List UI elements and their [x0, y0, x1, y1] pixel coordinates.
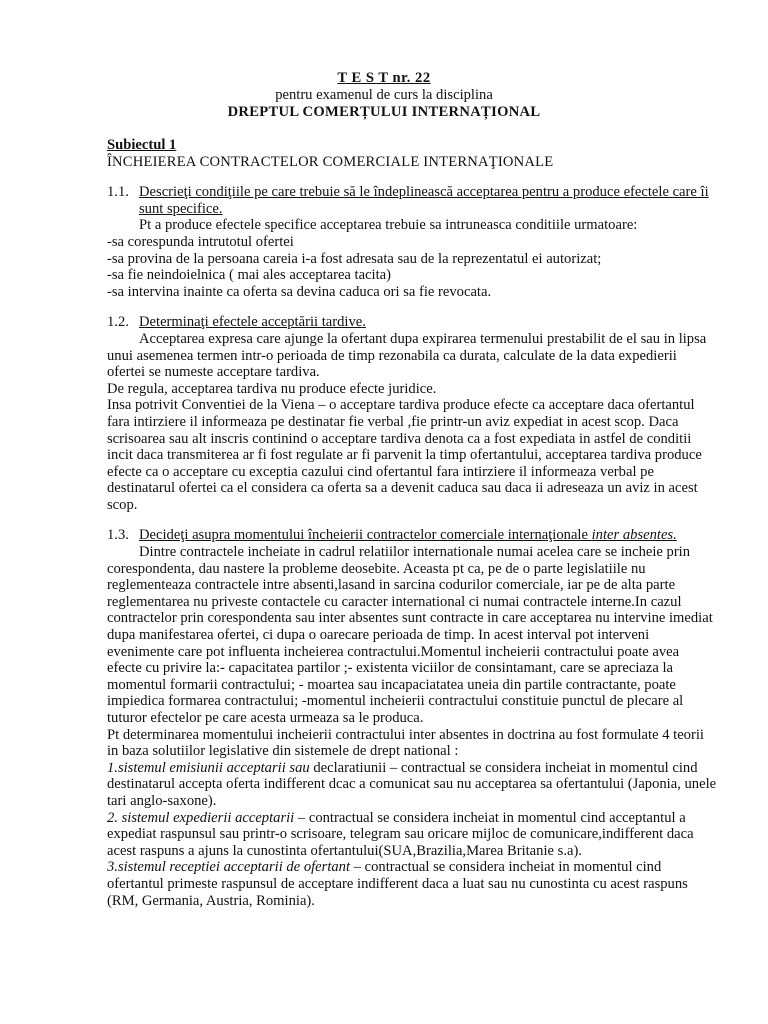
question-text-italic: inter absentes.	[591, 527, 677, 544]
answer-paragraph: De regula, acceptarea tardiva nu produce efecte juridice.	[107, 380, 437, 397]
question-1-1	[107, 184, 717, 217]
document-header	[0, 70, 768, 121]
answer-paragraph: Pt determinarea momentului incheierii contractului inter absentes in doctrina au fost formulate 4 teorii in baza solutiilor legislative din sistemele de drept national :	[107, 726, 704, 760]
answer-intro: Pt a produce efectele specifice acceptarea trebuie sa intruneasca conditiile urmatoare:	[139, 217, 638, 234]
question-text-main: Decideţi asupra momentului încheierii contractelor comerciale internaţionale	[139, 527, 592, 544]
question-text: Determinaţi efectele acceptării tardive.	[139, 314, 366, 331]
condition-item: -sa intervina inainte ca oferta sa devina caduca ori sa fie revocata.	[107, 283, 492, 300]
answer-paragraph: Dintre contractele incheiate in cadrul relatiilor internationale numai acelea care se incheie prin corespondenta, dau nastere la probleme deosebite. Aceasta pt ca, pe de o parte legislatiile nu reglementeaza contractele intre absenti,lasand in sarcina codurilor comerciale, iar pe de alta parte reglementarea nu priveste contactele cu caracter international ci numai contractele interne.In cazul contractelor prin corespondenta sau inter absentes sunt contracte in care acceptarea nu intervine imediat dupa manifestarea ofertei, ci dupa o oarecare perioada de timp. In acest interval pot interveni evenimente care pot influenta incheierea contractului.Momentul incheierii contractului poate avea efecte cu privire la:- capacitatea partilor ;- existenta viciilor de consintamant, care se apreciaza la momentul formarii contractului; - moartea sau incapaciatatea uneia din partile contractante, poate impiedica formarea contractului; -momentul incheierii contractului constituie punctul de plecare al tuturor efectelor pe care acesta urmeaza sa le produca.	[107, 544, 713, 726]
theory-item	[107, 810, 717, 860]
answer-paragraph: Insa potrivit Conventiei de la Viena – o acceptare tardiva produce efecte ca acceptare daca ofertantul fara intirziere il informeaza pe destinatar fie verbal ,fie printr-un aviz expediat in acest scop. Daca scrisoarea sau alt inscris continind o acceptare tardiva denota ca a fost expediata in astfel de conditii incit daca transmiterea ar fi fost regulate ar fi parvenit la timp ofertantului, acceptarea tardiva produce efecte ca o acceptare cu exceptia cazului cind ofertantul fara intirziere il informeaza verbal pe destinatarul ofertei ca el considera ca oferta sa a devenit caduca sau daca ii adreseaza un aviz in acest scop.	[107, 397, 702, 513]
subject-title: ÎNCHEIEREA CONTRACTELOR COMERCIALE INTERNAŢIONALE	[107, 153, 554, 170]
theory-title: 2. sistemul expedierii acceptarii	[107, 809, 295, 826]
question-number: 1.3.	[107, 527, 129, 544]
question-number: 1.2.	[107, 314, 129, 331]
theory-item	[107, 760, 717, 810]
document-body	[107, 137, 717, 909]
condition-item: -sa corespunda intrutotul ofertei	[107, 233, 294, 250]
question-text: Descrieţi condiţiile pe care trebuie să le îndeplinească acceptarea pentru a produce efectele care îi sunt specifice.	[139, 184, 709, 217]
question-1-2	[107, 314, 717, 331]
theory-text: – contractual se considera incheiat in momentul cind ofertantul primeste raspunsul de acceptare indifferent daca a luat sau nu cunostinta cu acest raspuns (RM, Germania, Austria, Rominia).	[107, 859, 688, 909]
theory-title: 3.sistemul receptiei acceptarii de ofertant	[107, 859, 351, 876]
discipline-title: DREPTUL COMERȚULUI INTERNAȚIONAL	[227, 104, 541, 120]
question-text	[139, 527, 677, 543]
test-number: T E S T nr. 22	[337, 70, 431, 86]
subject-label: Subiectul 1	[107, 137, 177, 153]
theory-text: declaratiunii – contractual se considera incheiat in momentul cind destinatarul accepta oferta indifferent dcac a comunicat sau nu acceptarea sa ofertantului (Japonia, unele tari anglo-saxone).	[107, 759, 717, 809]
question-1-3	[107, 527, 717, 544]
question-number: 1.1.	[107, 184, 129, 201]
theory-item	[107, 859, 717, 909]
condition-item: -sa provina de la persoana careia i-a fost adresata sau de la reprezentatul ei autorizat;	[107, 250, 602, 267]
theory-title: 1.sistemul emisiunii acceptarii sau	[107, 759, 310, 776]
answer-paragraph: Acceptarea expresa care ajunge la ofertant dupa expirarea termenului prestabilit de el sau in lipsa unui asemenea termen intr-o perioada de timp rezonabila ca durata, calculate de la data expedierii ofertei se numeste acceptare tardiva.	[107, 330, 707, 381]
exam-subtitle: pentru examenul de curs la disciplina	[275, 87, 493, 103]
theory-text: – contractual se considera incheiat in momentul cind acceptantul a expediat raspunsul sau printr-o scrisoare, telegram sau oricare mijloc de comunicare,indifferent daca acest raspuns a ajuns la cunostinta ofertantului(SUA,Brazilia,Marea Britanie s.a).	[107, 809, 694, 859]
condition-item: -sa fie neindoielnica ( mai ales acceptarea tacita)	[107, 267, 392, 284]
